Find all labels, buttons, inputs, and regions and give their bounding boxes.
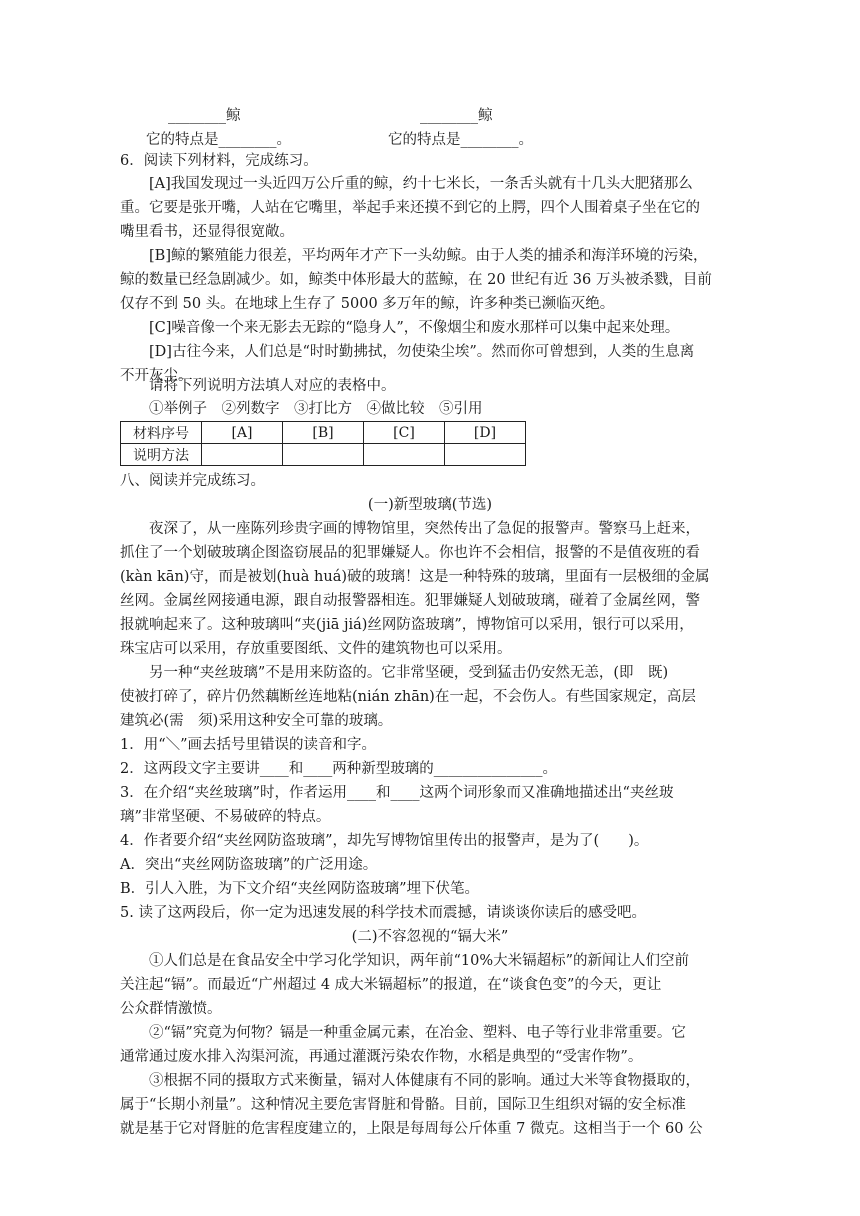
p1-line: 珠宝店可以采用，存放重要图纸、文件的建筑物也可以采用。 xyxy=(120,641,512,657)
table-col-a: [A] xyxy=(202,422,283,444)
table-col-d: [D] xyxy=(445,422,526,444)
feature-blank-left: 它的特点是________。 xyxy=(146,132,291,148)
p1-question: 5. 读了这两段后，你一定为迅速发展的科学技术而震撼，请谈谈你读后的感受吧。 xyxy=(120,905,646,921)
answer-cell[interactable] xyxy=(445,444,526,466)
p1-line: (kàn kān)守，而是被划(huà huá)破的玻璃！这是一种特殊的玻璃，里面有一层极细的金属 xyxy=(120,569,710,585)
p1-option: A．突出“夹丝网防盗玻璃”的广泛用途。 xyxy=(120,857,378,873)
answer-cell[interactable] xyxy=(283,444,364,466)
p1-line: 使被打碎了，碎片仍然藕断丝连地粘(nián zhān)在一起，不会伤人。有些国家规定，高层 xyxy=(120,689,696,705)
whale-blank-right: ________鲸 xyxy=(420,108,493,124)
p1-question: 4．作者要介绍“夹丝网防盗玻璃”，却先写博物馆里传出的报警声，是为了( )。 xyxy=(120,833,649,849)
table-col-b: [B] xyxy=(283,422,364,444)
q6-instruction: 请将下列说明方法填人对应的表格中。 xyxy=(149,378,396,394)
p2-line: ③根据不同的摄取方式来衡量，镉对人体健康有不同的影响。通过大米等食物摄取的， xyxy=(149,1073,700,1089)
section-8-title: 八、阅读并完成练习。 xyxy=(120,473,265,489)
p1-line: 夜深了，从一座陈列珍贵字画的博物馆里，突然传出了急促的报警声。警察马上赶来， xyxy=(149,521,700,537)
q6-line: [D]古往今来，人们总是“时时勤拂拭，勿使染尘埃”。然而你可曾想到，人类的生息离 xyxy=(149,344,695,360)
p1-question: 1．用“＼”画去括号里错误的读音和字。 xyxy=(120,737,377,753)
p1-line: 抓住了一个划破玻璃企图盗窃展品的犯罪嫌疑人。你也许不会相信，报警的不是值夜班的看 xyxy=(120,545,700,561)
table-row xyxy=(121,444,526,466)
p2-line: 公众群情激愤。 xyxy=(120,1001,222,1017)
table-header-cell: 材料序号 xyxy=(121,422,202,444)
p1-line: 另一种“夹丝玻璃”不是用来防盗的。它非常坚硬，受到猛击仍安然无恙，(即 既) xyxy=(149,665,669,681)
p1-question: 璃”非常坚硬、不易破碎的特点。 xyxy=(120,809,331,825)
table-col-c: [C] xyxy=(364,422,445,444)
q6-line: [A]我国发现过一头近四万公斤重的鲸，约十七米长，一条舌头就有十几头大肥猪那么 xyxy=(149,176,693,192)
p2-line: ①人们总是在食品安全中学习化学知识，两年前“10%大米镉超标”的新闻让人们空前 xyxy=(149,953,690,969)
q6-line: 重。它要是张开嘴，人站在它嘴里，举起手来还摸不到它的上腭，四个人围着桌子坐在它的 xyxy=(120,200,700,216)
p1-question: 3．在介绍“夹丝玻璃”时，作者运用____和____这两个词形象而又准确地描述出“夹丝玻 xyxy=(120,785,674,801)
table-row xyxy=(121,422,526,444)
p2-line: 就是基于它对肾脏的危害程度建立的，上限是每周每公斤体重 7 微克。这相当于一个 60 公 xyxy=(120,1121,703,1137)
q6-line: 嘴里看书，还显得很宽敞。 xyxy=(120,224,294,240)
q6-line: [B]鲸的繁殖能力很差，平均两年才产下一头幼鲸。由于人类的捕杀和海洋环境的污染， xyxy=(149,248,708,264)
p2-line: 通常通过废水排入沟渠河流，再通过灌溉污染农作物，水稻是典型的“受害作物”。 xyxy=(120,1049,643,1065)
feature-blank-right: 它的特点是________。 xyxy=(388,132,533,148)
q6-line: [C]噪音像一个来无影去无踪的“隐身人”，不像烟尘和废水那样可以集中起来处理。 xyxy=(149,320,680,336)
p1-line: 丝网。金属丝网接通电源，跟自动报警器相连。犯罪嫌疑人划破玻璃，碰着了金属丝网，警 xyxy=(120,593,700,609)
whale-blank-left: ________鲸 xyxy=(168,108,241,124)
q6-method-options: ①举例子 ②列数字 ③打比方 ④做比较 ⑤引用 xyxy=(149,401,483,417)
passage-1-title: (一)新型玻璃(节选) xyxy=(367,497,493,513)
p1-line: 报就响起来了。这种玻璃叫“夹(jiā jiá)丝网防盗玻璃”，博物馆可以采用，银行可以采用， xyxy=(120,617,694,633)
question-6-title: 6．阅读下列材料，完成练习。 xyxy=(120,153,318,169)
q6-line: 不开灰尘。 xyxy=(120,368,193,384)
methods-table xyxy=(120,421,526,466)
p1-option: B．引人入胜，为下文介绍“夹丝网防盗玻璃”埋下伏笔。 xyxy=(120,881,479,897)
q6-line: 仅存不到 50 头。在地球上生存了 5000 多万年的鲸，许多种类已濒临灭绝。 xyxy=(120,296,615,312)
answer-cell[interactable] xyxy=(202,444,283,466)
p2-line: 关注起“镉”。而最近“广州超过 4 成大米镉超标”的报道，在“谈食色变”的今天，更让 xyxy=(120,977,662,993)
p1-line: 建筑必(需 须)采用这种安全可靠的玻璃。 xyxy=(120,713,393,729)
p2-line: 属于“长期小剂量”。这种情况主要危害肾脏和骨骼。目前，国际卫生组织对镉的安全标准 xyxy=(120,1097,686,1113)
p2-line: ②“镉”究竟为何物？镉是一种重金属元素，在冶金、塑料、电子等行业非常重要。它 xyxy=(149,1025,686,1041)
answer-cell[interactable] xyxy=(364,444,445,466)
table-row-label: 说明方法 xyxy=(121,444,202,466)
q6-line: 鲸的数量已经急剧减少。如，鲸类中体形最大的蓝鲸，在 20 世纪有近 36 万头被杀戮，目前 xyxy=(120,272,712,288)
passage-2-title: (二)不容忽视的“镉大米” xyxy=(351,929,509,945)
p1-question: 2．这两段文字主要讲____和____两种新型玻璃的_______________。 xyxy=(120,761,557,777)
